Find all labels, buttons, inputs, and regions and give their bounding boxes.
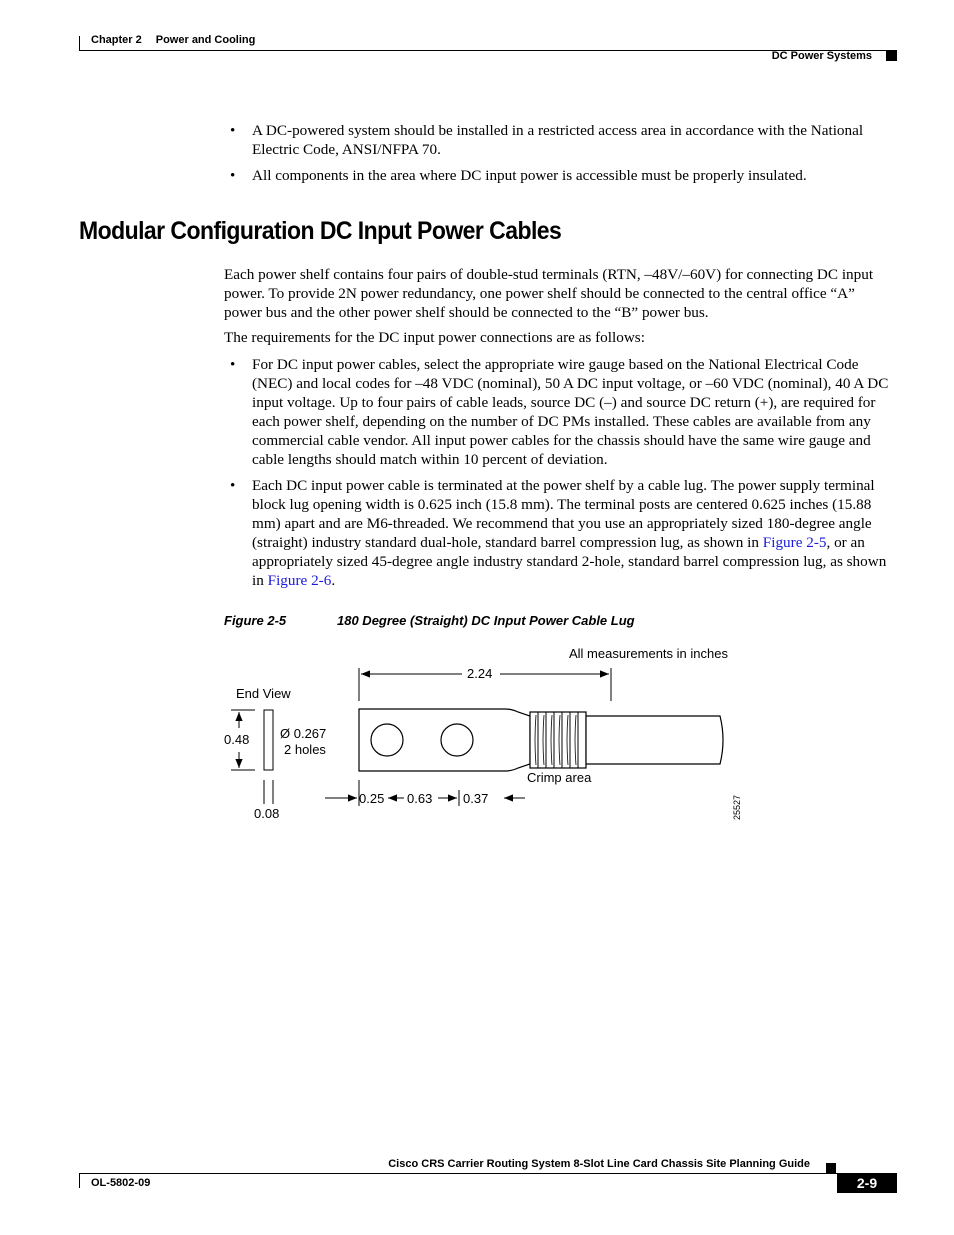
chapter-label bbox=[91, 34, 269, 46]
section-title: Modular Configuration DC Input Power Cables bbox=[79, 217, 562, 245]
bullet-text: , or an appropriately sized 45-degree angle industry standard 2-hole, standard barrel compression lug, as shown in bbox=[252, 534, 887, 589]
chapter-title: Power and Cooling bbox=[155, 34, 256, 46]
dim-c-value: 0.37 bbox=[463, 791, 489, 806]
footer-rule-vertical bbox=[79, 1174, 80, 1188]
hole-diameter-label: Ø 0.267 bbox=[280, 726, 327, 741]
dim-a-value: 0.25 bbox=[359, 791, 385, 806]
length-value: 2.24 bbox=[467, 666, 493, 681]
figure-caption bbox=[224, 613, 635, 628]
chapter-number: Chapter 2 bbox=[91, 34, 142, 46]
document-number: OL-5802-09 bbox=[91, 1177, 151, 1189]
header-marker bbox=[886, 51, 897, 61]
requirement-bullet bbox=[224, 476, 896, 590]
art-id: 25527 bbox=[732, 794, 742, 820]
intro-bullet: • All components in the area where DC input power is accessible must be properly insulated. bbox=[224, 166, 896, 185]
intro-paragraph: Each power shelf contains four pairs of double-stud terminals (RTN, –48V/–60V) for connecting DC input power. To provide 2N power redundancy, one power shelf should be connected to the central office “A” power bus and the other power shelf should be connected to the “B” power bus. bbox=[224, 266, 874, 321]
end-view-profile bbox=[264, 710, 273, 770]
figure-2-5-link[interactable]: Figure 2-5 bbox=[762, 534, 827, 551]
crimp-area-label: Crimp area bbox=[527, 770, 592, 785]
requirements-intro: The requirements for the DC input power connections are as follows: bbox=[224, 329, 645, 346]
header-rule-vertical bbox=[79, 36, 80, 50]
end-view-label: End View bbox=[236, 686, 291, 701]
lug-hole-1 bbox=[371, 724, 403, 756]
footer-guide-title: Cisco CRS Carrier Routing System 8-Slot Line Card Chassis Site Planning Guide bbox=[388, 1158, 810, 1170]
figure-title: 180 Degree (Straight) DC Input Power Cable Lug bbox=[337, 613, 635, 628]
figure-number: Figure 2-5 bbox=[224, 613, 287, 628]
measurement-note: All measurements in inches bbox=[569, 646, 728, 661]
intro-bullet: • A DC-powered system should be installed in a restricted access area in accordance with the National Electric Code, ANSI/NFPA 70. bbox=[224, 121, 896, 159]
figure-2-6-link[interactable]: Figure 2-6 bbox=[267, 572, 332, 589]
lug-hole-2 bbox=[441, 724, 473, 756]
intro-bullet-list bbox=[224, 121, 896, 192]
bullet-text: Each DC input power cable is terminated at the power shelf by a cable lug. The power supply terminal block lug opening width is 0.625 inch (15.8 mm). The terminal posts are centered 0.625 inches (15.88 mm) apart and are M6-threaded. We recommend that you use an appropriately sized 180-degree angle (straight) industry standard dual-hole, standard barrel compression lug, as shown in bbox=[252, 477, 875, 551]
requirement-bullet: • For DC input power cables, select the appropriate wire gauge based on the National Electrical Code (NEC) and local codes for –48 VDC (nominal), 50 A DC input voltage, or –60 VDC (nominal), 40 A DC input voltage. Up to four pairs of cable leads, source DC (–) and source DC return (+), are required for each power shelf, depending on the number of DC PMs installed. These cables are available from any commercial cable vendor. All input power cables for the chassis should have the same wire gauge and cable lengths should match within 10 percent of deviation. bbox=[224, 355, 896, 469]
requirements-list bbox=[224, 355, 896, 597]
section-header: DC Power Systems bbox=[771, 50, 872, 62]
dim-b-value: 0.63 bbox=[407, 791, 433, 806]
cable bbox=[586, 716, 723, 764]
cable-lug-diagram bbox=[200, 635, 760, 835]
hole-count-label: 2 holes bbox=[284, 742, 326, 757]
footer-rule bbox=[79, 1173, 897, 1174]
height-value: 0.48 bbox=[224, 732, 250, 747]
bullet-text: . bbox=[331, 572, 336, 589]
footer-marker bbox=[826, 1163, 836, 1173]
thickness-value: 0.08 bbox=[254, 806, 280, 821]
page-number: 2-9 bbox=[837, 1174, 897, 1193]
